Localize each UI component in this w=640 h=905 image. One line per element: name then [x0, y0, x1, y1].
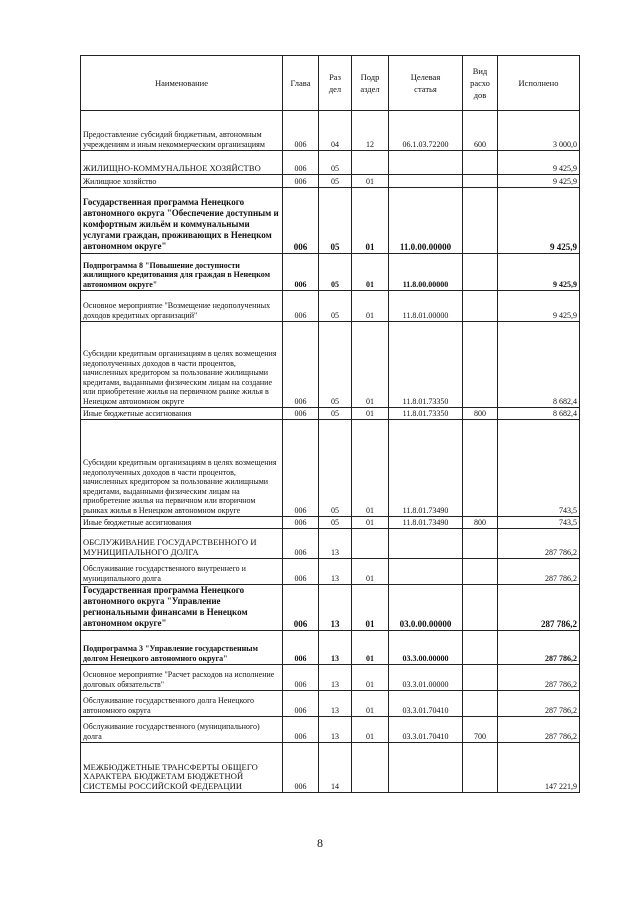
row-target: 11.8.01.73490 [389, 517, 463, 529]
row-name: МЕЖБЮДЖЕТНЫЕ ТРАНСФЕРТЫ ОБЩЕГО ХАРАКТЕРА БЮДЖЕТАМ БЮДЖЕТНОЙ СИСТЕМЫ РОССИЙСКОЙ ФЕДЕРАЦИИ [81, 743, 283, 793]
header-executed: Исполнено [498, 56, 580, 111]
table-row [81, 111, 580, 151]
row-chapter: 006 [283, 717, 319, 743]
row-section: 13 [319, 717, 352, 743]
row-section: 05 [319, 151, 352, 175]
row-name: ОБСЛУЖИВАНИЕ ГОСУДАРСТВЕННОГО И МУНИЦИПАЛЬНОГО ДОЛГА [81, 529, 283, 559]
row-chapter: 006 [283, 188, 319, 254]
row-target [389, 529, 463, 559]
row-amount: 287 786,2 [498, 717, 580, 743]
row-subsection: 01 [352, 631, 389, 665]
row-target: 11.8.01.00000 [389, 291, 463, 322]
budget-table [80, 55, 580, 793]
table-row [81, 151, 580, 175]
row-section: 13 [319, 691, 352, 717]
row-amount: 147 221,9 [498, 743, 580, 793]
row-subsection: 01 [352, 254, 389, 291]
row-amount: 3 000,0 [498, 111, 580, 151]
row-target: 11.0.00.00000 [389, 188, 463, 254]
row-chapter: 006 [283, 631, 319, 665]
row-name: Обслуживание государственного (муниципального) долга [81, 717, 283, 743]
row-name: Жилищное хозяйство [81, 175, 283, 188]
header-subsection [352, 56, 389, 111]
row-name: Иные бюджетные ассигнования [81, 517, 283, 529]
row-subsection: 01 [352, 408, 389, 420]
row-chapter: 006 [283, 691, 319, 717]
row-subsection: 01 [352, 585, 389, 631]
table-row [81, 322, 580, 408]
row-section: 13 [319, 559, 352, 585]
row-name: Иные бюджетные ассигнования [81, 408, 283, 420]
row-amount: 9 425,9 [498, 188, 580, 254]
row-amount: 8 682,4 [498, 322, 580, 408]
row-amount: 9 425,9 [498, 254, 580, 291]
header-expense [463, 56, 498, 111]
row-expense [463, 322, 498, 408]
row-expense: 800 [463, 517, 498, 529]
header-section-line: дел [328, 83, 342, 94]
row-subsection: 01 [352, 175, 389, 188]
row-chapter: 006 [283, 111, 319, 151]
header-expense-line: расхо [470, 77, 490, 88]
row-name: Государственная программа Ненецкого автономного округа "Управление региональными финансами в Ненецком автономном округе" [81, 585, 283, 631]
table-row [81, 529, 580, 559]
row-subsection: 01 [352, 717, 389, 743]
table-row [81, 585, 580, 631]
table-row [81, 291, 580, 322]
row-subsection: 01 [352, 691, 389, 717]
table-row [81, 691, 580, 717]
row-expense [463, 151, 498, 175]
table-row [81, 665, 580, 691]
row-name: ЖИЛИЩНО-КОММУНАЛЬНОЕ ХОЗЯЙСТВО [81, 151, 283, 175]
row-expense [463, 585, 498, 631]
row-name: Субсидии кредитным организациям в целях возмещения недополученных доходов в части процентов, начисленных кредитором за пользование жилищными кредитами, выданными физическим лицам на приобретение жилья на первичном или вторичном рынках жилья в Ненецком автономном округе [81, 420, 283, 517]
page-number: 8 [317, 836, 323, 850]
row-section: 05 [319, 408, 352, 420]
row-subsection: 01 [352, 420, 389, 517]
row-section: 05 [319, 322, 352, 408]
row-section: 05 [319, 517, 352, 529]
row-amount: 8 682,4 [498, 408, 580, 420]
header-expense-line: Вид [472, 65, 488, 76]
row-name: Предоставление субсидий бюджетным, автономным учреждениям и иным некоммерческим организациям [81, 111, 283, 151]
row-section: 13 [319, 585, 352, 631]
row-amount: 287 786,2 [498, 559, 580, 585]
row-name: Основное мероприятие "Расчет расходов на исполнение долговых обязательств" [81, 665, 283, 691]
row-expense: 600 [463, 111, 498, 151]
table-row [81, 175, 580, 188]
row-name: Обслуживание государственного долга Ненецкого автономного округа [81, 691, 283, 717]
row-target: 06.1.03.72200 [389, 111, 463, 151]
table-row [81, 420, 580, 517]
row-name: Подпрограмма 3 "Управление государственным долгом Ненецкого автономного округа" [81, 631, 283, 665]
header-chapter: Глава [283, 56, 319, 111]
row-amount: 287 786,2 [498, 585, 580, 631]
row-target: 03.3.01.70410 [389, 691, 463, 717]
table-row [81, 631, 580, 665]
row-subsection [352, 529, 389, 559]
row-expense [463, 175, 498, 188]
row-chapter: 006 [283, 585, 319, 631]
row-amount: 287 786,2 [498, 529, 580, 559]
row-expense [463, 291, 498, 322]
row-amount: 287 786,2 [498, 665, 580, 691]
row-amount: 743,5 [498, 517, 580, 529]
row-amount: 287 786,2 [498, 691, 580, 717]
row-subsection: 12 [352, 111, 389, 151]
row-subsection [352, 151, 389, 175]
row-expense [463, 529, 498, 559]
table-row [81, 188, 580, 254]
row-section: 13 [319, 529, 352, 559]
row-section: 05 [319, 291, 352, 322]
row-amount: 743,5 [498, 420, 580, 517]
row-target: 11.8.00.00000 [389, 254, 463, 291]
row-target: 11.8.01.73350 [389, 408, 463, 420]
table-row [81, 517, 580, 529]
row-expense: 800 [463, 408, 498, 420]
row-subsection: 01 [352, 517, 389, 529]
row-section: 05 [319, 420, 352, 517]
row-expense [463, 188, 498, 254]
row-expense [463, 665, 498, 691]
row-section: 13 [319, 665, 352, 691]
row-amount: 287 786,2 [498, 631, 580, 665]
table-row [81, 254, 580, 291]
row-expense [463, 631, 498, 665]
header-section [319, 56, 352, 111]
row-subsection: 01 [352, 291, 389, 322]
row-target: 03.3.01.00000 [389, 665, 463, 691]
header-target-line: статья [414, 83, 437, 94]
row-name: Государственная программа Ненецкого автономного округа "Обеспечение доступным и комфортным жильём и коммунальными услугами граждан, проживающих в Ненецком автономном округе" [81, 188, 283, 254]
table-row [81, 408, 580, 420]
row-name: Подпрограмма 8 "Повышение доступности жилищного кредитования для граждан в Ненецком автономном округе" [81, 254, 283, 291]
row-target: 03.3.01.70410 [389, 717, 463, 743]
header-subsection-line: Подр [360, 71, 380, 82]
row-target [389, 559, 463, 585]
row-expense [463, 420, 498, 517]
row-chapter: 006 [283, 408, 319, 420]
row-subsection: 01 [352, 188, 389, 254]
table-row [81, 743, 580, 793]
row-target: 11.8.01.73350 [389, 322, 463, 408]
row-target: 03.3.00.00000 [389, 631, 463, 665]
row-expense: 700 [463, 717, 498, 743]
row-chapter: 006 [283, 665, 319, 691]
row-target [389, 151, 463, 175]
row-target: 03.0.00.00000 [389, 585, 463, 631]
row-name: Основное мероприятие "Возмещение недополученных доходов кредитных организаций" [81, 291, 283, 322]
row-subsection: 01 [352, 559, 389, 585]
row-subsection: 01 [352, 322, 389, 408]
row-expense [463, 254, 498, 291]
row-chapter: 006 [283, 559, 319, 585]
row-chapter: 006 [283, 291, 319, 322]
row-section: 05 [319, 175, 352, 188]
row-chapter: 006 [283, 151, 319, 175]
row-expense [463, 691, 498, 717]
header-name: Наименование [81, 56, 283, 111]
header-target [389, 56, 463, 111]
row-section: 14 [319, 743, 352, 793]
row-target: 11.8.01.73490 [389, 420, 463, 517]
row-amount: 9 425,9 [498, 151, 580, 175]
row-target [389, 175, 463, 188]
row-chapter: 006 [283, 175, 319, 188]
row-subsection: 01 [352, 665, 389, 691]
table-row [81, 717, 580, 743]
row-chapter: 006 [283, 420, 319, 517]
row-amount: 9 425,9 [498, 291, 580, 322]
row-expense [463, 559, 498, 585]
table-header-row [81, 56, 580, 111]
row-chapter: 006 [283, 322, 319, 408]
row-section: 04 [319, 111, 352, 151]
row-chapter: 006 [283, 254, 319, 291]
header-target-line: Целевая [410, 71, 441, 82]
row-name: Субсидии кредитным организациям в целях возмещения недополученных доходов в части процентов, начисленных кредитором за пользование жилищными кредитами, выданными физическим лицам на создание или приобретение жилья на первичном рынке жилья в Ненецком автономном округе [81, 322, 283, 408]
row-expense [463, 743, 498, 793]
header-section-line: Раз [329, 71, 341, 82]
row-name: Обслуживание государственного внутреннего и муниципального долга [81, 559, 283, 585]
header-subsection-line: аздел [360, 83, 380, 94]
table-row [81, 559, 580, 585]
row-section: 05 [319, 254, 352, 291]
row-chapter: 006 [283, 743, 319, 793]
row-amount: 9 425,9 [498, 175, 580, 188]
row-section: 05 [319, 188, 352, 254]
row-chapter: 006 [283, 517, 319, 529]
row-target [389, 743, 463, 793]
row-section: 13 [319, 631, 352, 665]
row-chapter: 006 [283, 529, 319, 559]
row-subsection [352, 743, 389, 793]
header-expense-line: дов [473, 89, 487, 100]
